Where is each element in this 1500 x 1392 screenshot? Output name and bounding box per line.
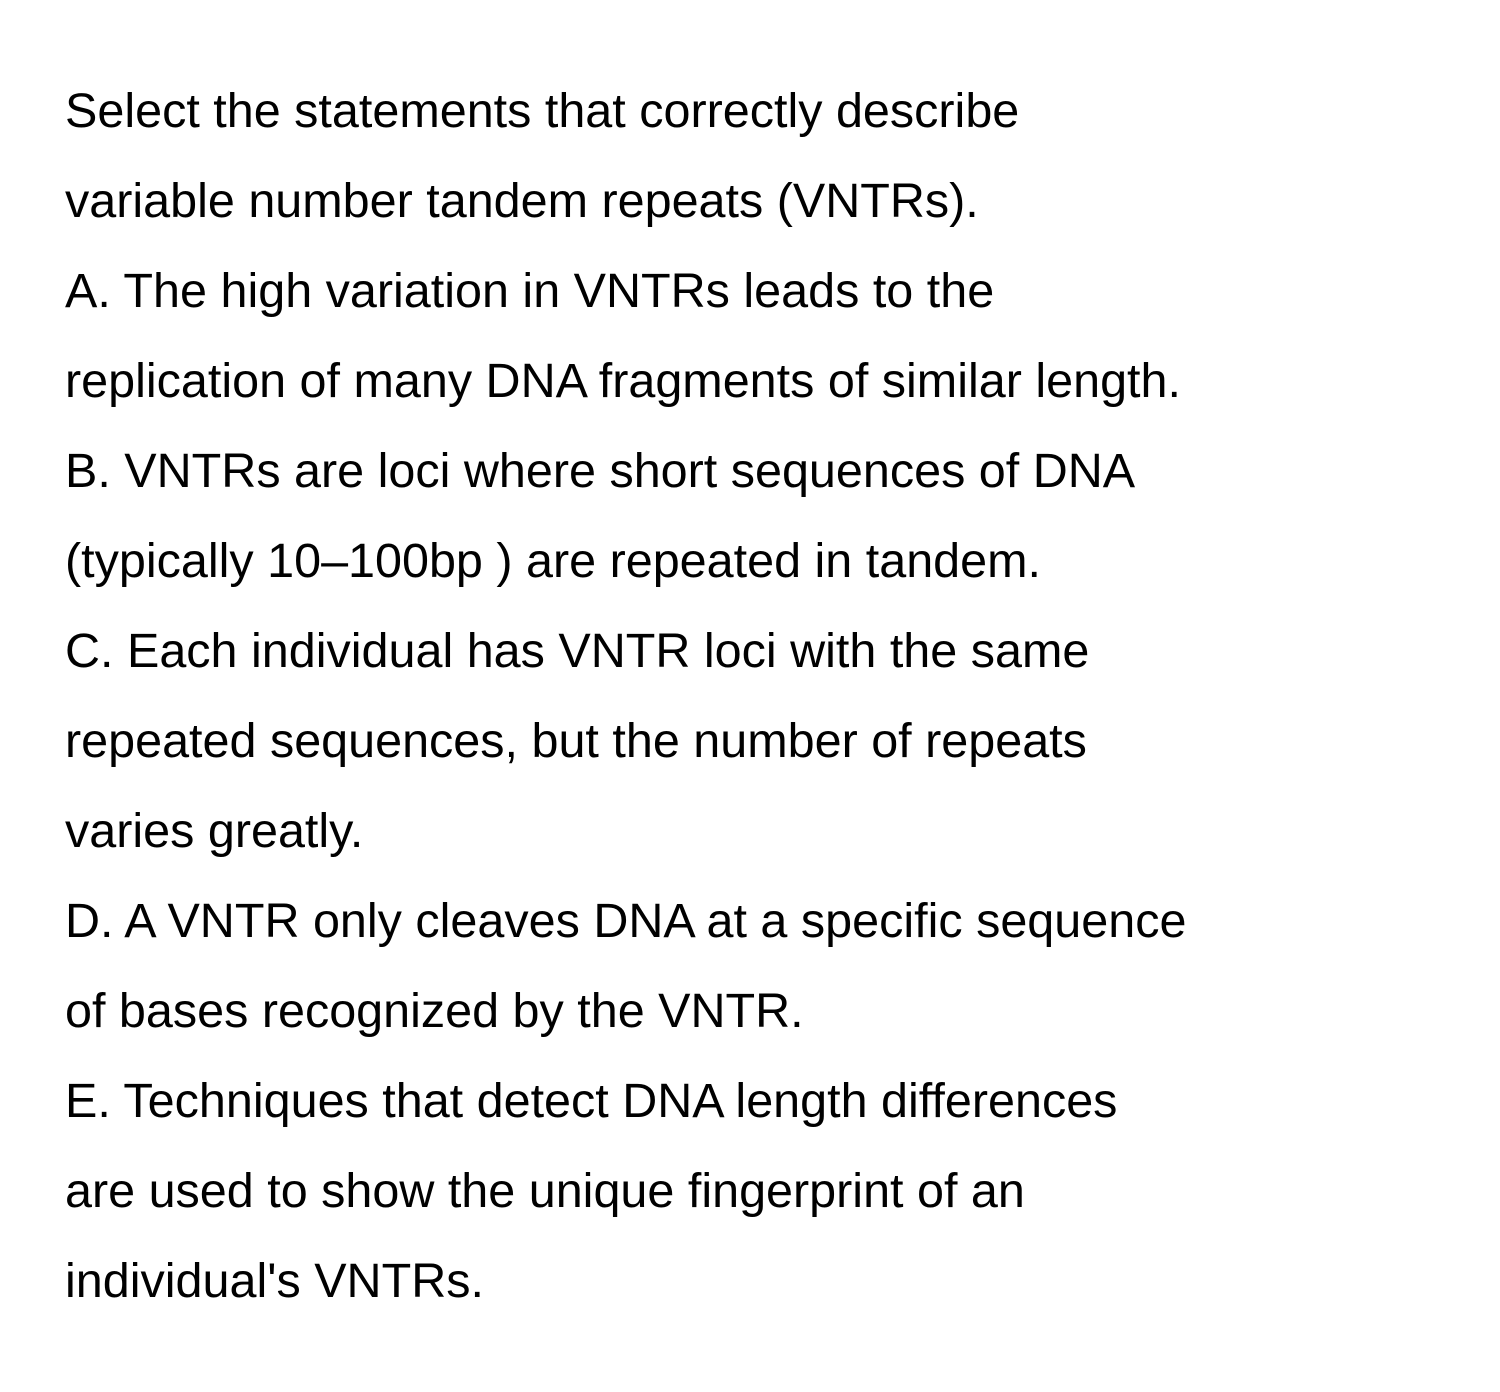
prompt-line: variable number tandem repeats (VNTRs). — [65, 174, 979, 228]
prompt-line: Select the statements that correctly describe — [65, 84, 1020, 138]
option-c-line: C. Each individual has VNTR loci with the same — [65, 624, 1090, 678]
option-c-line: repeated sequences, but the number of repeats — [65, 714, 1087, 768]
option-c — [65, 606, 1470, 876]
option-d-line: D. A VNTR only cleaves DNA at a specific sequence — [65, 894, 1187, 948]
option-a — [65, 246, 1470, 426]
option-e-line: individual's VNTRs. — [65, 1254, 484, 1308]
option-e — [65, 1056, 1470, 1326]
option-d — [65, 876, 1470, 1056]
option-e-line: E. Techniques that detect DNA length differences — [65, 1074, 1118, 1128]
option-e-line: are used to show the unique fingerprint of an — [65, 1164, 1025, 1218]
option-a-line: A. The high variation in VNTRs leads to the — [65, 264, 995, 318]
option-c-line: varies greatly. — [65, 804, 364, 858]
option-b-line: (typically 10–100bp ) are repeated in tandem. — [65, 534, 1041, 588]
option-d-line: of bases recognized by the VNTR. — [65, 984, 804, 1038]
question-document — [65, 66, 1470, 1326]
option-b-line: B. VNTRs are loci where short sequences of DNA — [65, 444, 1136, 498]
question-prompt — [65, 66, 1470, 246]
option-b — [65, 426, 1470, 606]
option-a-line: replication of many DNA fragments of similar length. — [65, 354, 1181, 408]
